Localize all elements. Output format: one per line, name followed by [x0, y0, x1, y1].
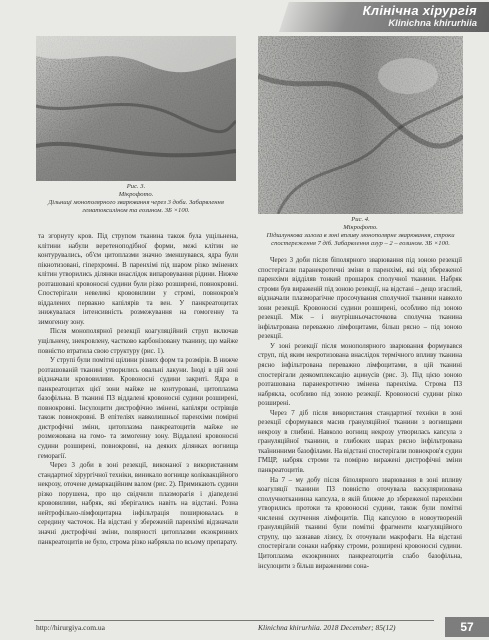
- paragraph: Через 7 діб після використання стандартної техніки в зоні резекції сформувався масив грануляційної тканини з вогнищами некрозу в глибині. Навколо вогнищ некрозу утворилась капсула з грануляційної тканини, в глибоких шарах рясно інфільтрована ткаїнинними базофілами. На відстані спостерігали повнокров'я судин ГМЦР, набряк строми та помірно виражені дистрофічні зміни панкреатоцитів.: [258, 409, 462, 475]
- left-column: [38, 232, 238, 547]
- figure-3-caption: [36, 183, 236, 215]
- figure-4-micrograph: [258, 36, 463, 214]
- micrograph-image: [258, 36, 463, 214]
- figure-label: Рис. 4.: [351, 216, 370, 223]
- figure-description: Підшлункова залоза в зоні впливу монополярне зварювання, строки спостереження 7 діб. Забарвлення азур – 2 – еозином. ЗБ ×100.: [266, 232, 455, 247]
- journal-website[interactable]: http://hirurgiya.com.ua: [36, 623, 106, 632]
- paragraph: та згорнуту кров. Під струпом тканина також була ущільнена, клітини набули веретеноподібної форми, межі клітин не контурувались, об'єм цитоплазми значно зменшувався, ядра були пікнотизовані, гіперхромні. В паренхімі під шаром різко змінених клітин утворились ділянки внаслідок випаровування рідини. Нижче розташовані кровоносні судини були різко розширені, повнокровні. Спостерігали невеликі крововиливи у стромі, повнокров'я віддалених первакно капілярів та вен. У панкреатоцитах знижувалася інтенсивність розмежування на гомогенну та зимогенну зону.: [38, 233, 238, 326]
- paragraph: На 7 – му добу після біполярного зварювання в зоні впливу коагуляції тканини ПЗ повністю оточувала васкуляризована сполучнотканинна капсула, в якій ближче до збереженої паренхіми утворились протоки та кровоносні судини, також були помітні численні скупчення лімфоцитів. Під капсулою в новоутвореній грануляційній тканині були помітні фрагменти коагуляційного струпу, що зазнавав лізису, їх оточували макрофаги. На відстані спостерігали сонаки набряку строми, розширені кровоносні судини. Цитоплазма екзокринних панкреатоцитів слабо базофільна, інсулоцити з більш вираженими сона-: [258, 476, 462, 570]
- journal-subtitle: Klinichna khirurhiia: [388, 18, 477, 29]
- journal-citation: Klinichna khirurhiia. 2018 December; 85(12): [258, 623, 396, 632]
- journal-title: Клінічна хірургія: [362, 3, 477, 18]
- paragraph: У струпі були помітні щілини різних форм та розмірів. В нижче розташованій тканині утворились овальні лакуни. Іноді в цій зоні відзначали крововиливи. Кровоносні судини закриті. Ядра в панкреатоцитах цієї зони майже не контуровані, цитоплазма базофільна. В тканині ПЗ віддалені кровоносні судини розширені, повнокровні. Інсулоцити дистрофічно змінені, капіляри острівців також повнокровні. В епітеліях навколишньої паренхіми помірні дистрофічні зміни, цитоплазма панкреатоцитів майже не розмежована на гомо- та зимогенну зону. Віддалені кровоносні судини розширені, повнокровні, на деяких ділянках вогнища геморагії.: [38, 357, 238, 460]
- paragraph: У зоні резекції після монополярного зварювання формувався струп, під яким некротизована внаслідок термічного впливу тканина рясно інфільтрована переважно лімфоцитами, в цій тканині спостерігали деякомплексацію ацинусів (рис. 3). Під цією зоною розташована паранекротично змінена паренхіма. Строма ПЗ набрякла, особливо під зоною резекції. Кровоносні судини різко розширені.: [258, 342, 462, 408]
- micrograph-image: [36, 36, 236, 181]
- page-number: 57: [445, 617, 489, 637]
- right-column: [258, 256, 462, 571]
- figure-3-micrograph: [36, 36, 236, 181]
- figure-label: Рис. 3.: [126, 183, 146, 190]
- footer-divider: [34, 620, 434, 621]
- paragraph: Через 3 доби в зоні резекції, виконаної з використанням стандартної хірургічної техніки, виникало вогнище коліквакційного некрозу, оточене демаркаційним валом (рис. 2). Примикають судини різко порушена, про що свідчили плазморагія і діапедезні крововиливи, набряк, які зберігались навіть на відстані. Розна нейтрофільно-лімфоцитарна інфільтрація поширювалась в середину часточок. На відстані у збереженій паренхімі відзначали значні дистрофічні зміни, полярності цитоплазми екзокринних панкреатоцитів не було, строма різко набрякла по всьому препарату.: [38, 462, 238, 546]
- journal-header: [0, 0, 489, 34]
- paragraph: Через 3 доби після біполярного зварювання під зоною резекції спостерігали паранекротичні зміни в паренхімі, які від збереженої паренхіми відділяв тонкий прошарок сполучної тканини. Набряк строми був вираженій під зоною резекції, на відстані – дещо згаслий, відзначали плазморагічне просочування сполучної тканини навколо зони резекції. Кровоносні судини розширені, особливо під зоною резекції. Між – і внутрішньочасточкова сполучна тканина інфільтрована переважно лімфоцитами, більш рясно – під зоною резекції.: [258, 257, 462, 341]
- figure-method: Мікрофото.: [343, 224, 378, 231]
- figure-description: Дільниці монополярного зварювання через 3 доби. Забарвлення гематоксиліном та еозином. ЗБ ×100.: [48, 199, 224, 214]
- paragraph: Після монополярної резекції коагуляційний струп включав ущільнену, знекровлену, частково карбонізовану тканину, що майже повністю втратила свою структуру (рис. 1).: [38, 328, 238, 355]
- figure-method: Мікрофото.: [118, 191, 154, 198]
- figure-4-caption: [258, 216, 463, 248]
